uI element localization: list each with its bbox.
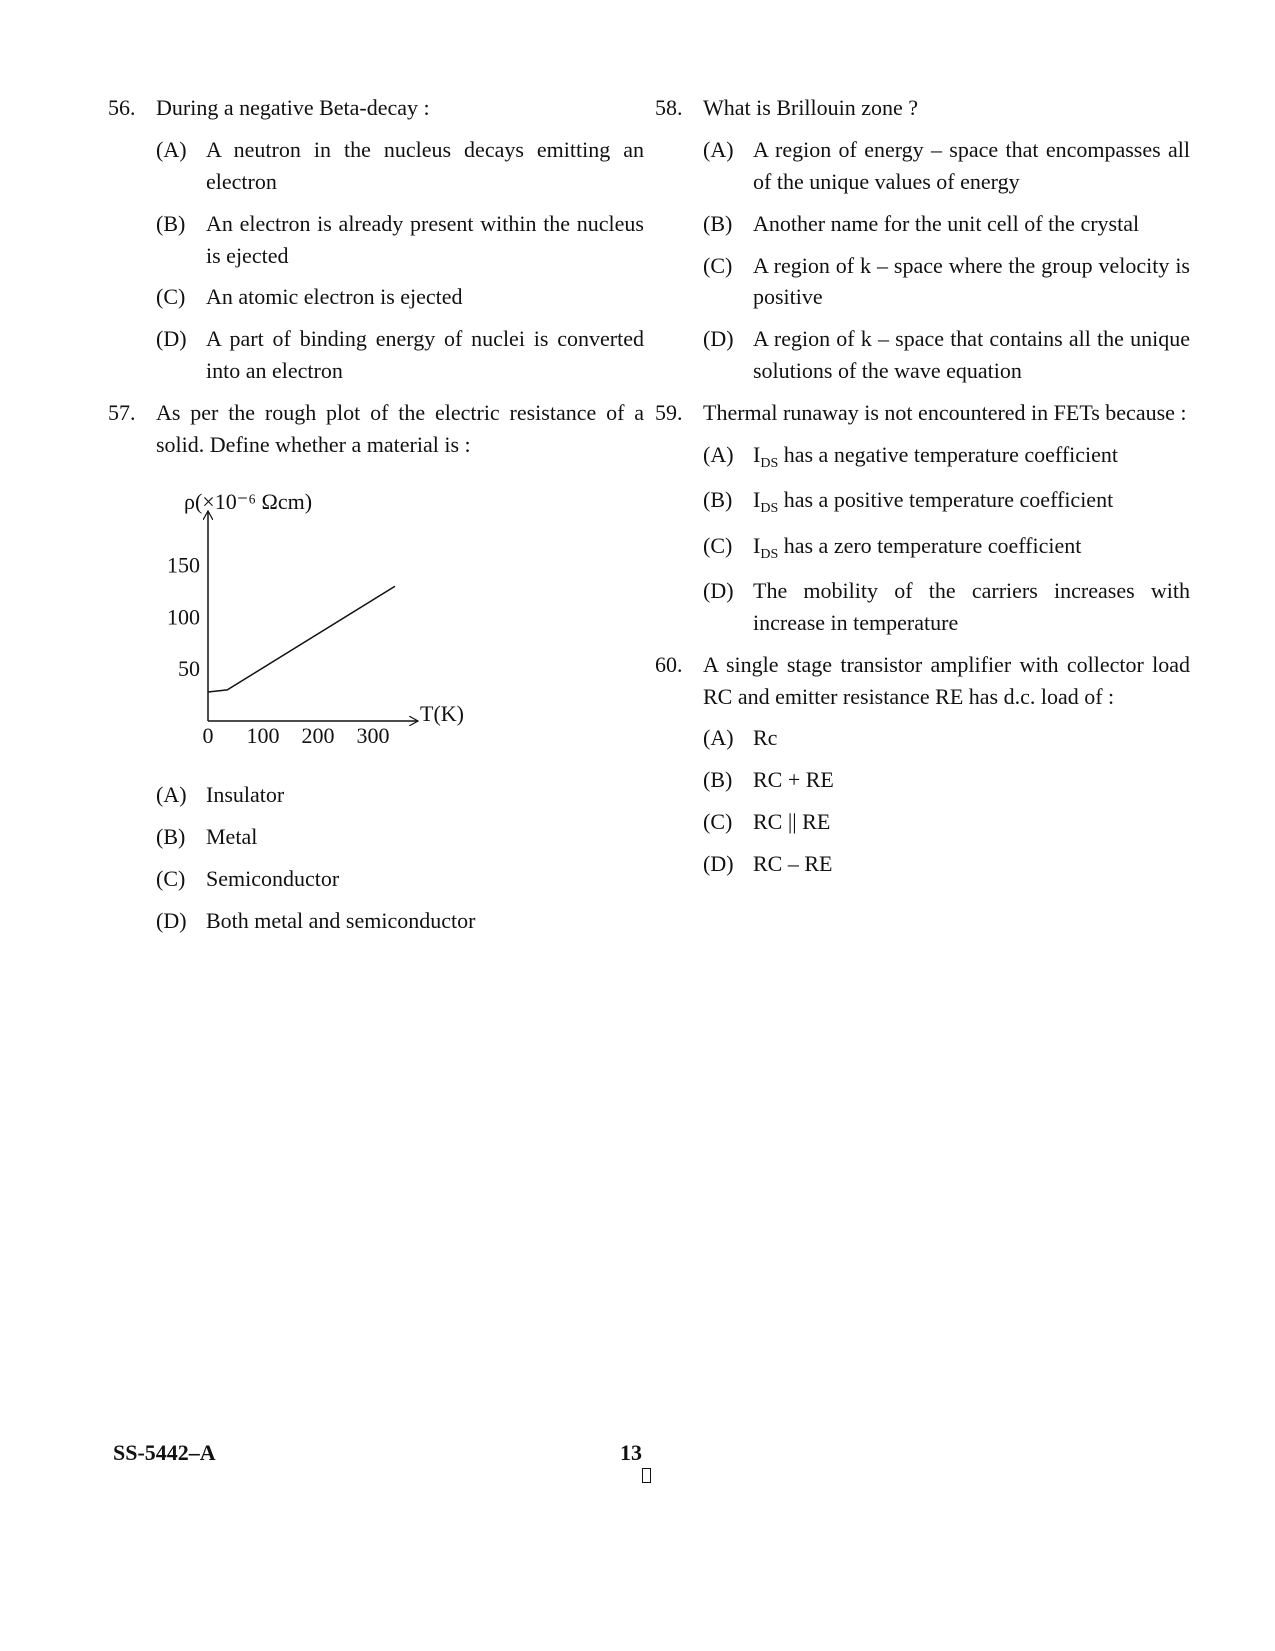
option-label: (A) [703,136,734,162]
option-a[interactable] [156,779,644,811]
option-text [753,530,1190,565]
question-stem [655,397,1190,429]
option-a[interactable] [703,134,1190,198]
resistivity-series-line [208,586,395,692]
option-label: (C) [156,865,186,891]
question-57 [108,397,644,936]
option-c[interactable] [156,281,644,313]
option-label: (C) [703,532,733,558]
option-c[interactable] [703,250,1190,314]
x-axis-label: T(K) [420,700,464,726]
option-b[interactable] [703,484,1190,519]
drain-current-subscript: DS [760,456,779,472]
option-text: Another name for the unit cell of the crystal [753,210,1140,236]
option-text: The mobility of the carriers increases with increase in temperature [753,577,1190,635]
option-b[interactable] [703,764,1190,796]
option-text: Rc [753,725,778,751]
option-label: (C) [703,809,733,835]
question-text: Thermal runaway is not encountered in FETs because : [703,400,1187,426]
option-label: (D) [703,851,734,877]
x-tick-label: 0 [202,722,214,748]
option-text-rest: has a negative temperature coefficient [778,442,1119,468]
y-axis-label: ρ(×10⁻⁶ Ωcm) [184,488,313,514]
resistance-temperature-plot [156,469,556,769]
drain-current-symbol: I [753,442,761,468]
option-text: A region of k – space where the group velocity is positive [753,252,1190,310]
option-label: (D) [156,326,187,352]
option-a[interactable] [703,722,1190,754]
option-text: RC + RE [753,767,834,793]
x-tick-label: 300 [356,722,390,748]
option-a[interactable] [156,134,644,198]
drain-current-subscript: DS [760,501,779,517]
drain-current-symbol: I [753,532,761,558]
option-text: A region of k – space that contains all the unique solutions of the wave equation [753,326,1190,384]
question-text: What is Brillouin zone ? [703,95,919,120]
option-label: (C) [156,284,186,310]
footer-paper-code: SS-5442–A [113,1440,216,1465]
question-number: 56. [108,95,136,120]
option-d[interactable] [156,905,644,937]
option-label: (B) [156,823,186,849]
option-label: (B) [703,210,733,236]
option-b[interactable] [703,208,1190,240]
left-column [108,92,644,946]
option-a[interactable] [703,439,1190,474]
drain-current-subscript: DS [760,546,779,562]
question-stem [108,92,644,124]
option-text: A region of energy – space that encompasses all of the unique values of energy [753,136,1190,194]
option-c[interactable] [703,806,1190,838]
option-text: A part of binding energy of nuclei is converted into an electron [206,326,644,384]
y-tick-label: 100 [167,604,200,630]
question-number: 59. [655,400,683,426]
x-tick-label: 200 [301,722,335,748]
option-text: Semiconductor [206,865,340,891]
question-number: 60. [655,651,683,677]
option-label: (A) [703,725,734,751]
question-text: As per the rough plot of the electric resistance of a solid. Define whether a material is : [156,400,644,458]
option-text: Both metal and semiconductor [206,907,476,933]
option-text: Metal [206,823,258,849]
option-text: Insulator [206,781,285,807]
option-text [753,439,1190,474]
question-number: 58. [655,95,683,120]
question-stem [108,397,644,461]
question-text: A single stage transistor amplifier with collector load RC and emitter resistance RE has d.c. load of : [703,651,1190,709]
option-label: (B) [703,767,733,793]
option-label: (D) [703,577,734,603]
question-stem [655,649,1190,713]
option-b[interactable] [156,821,644,853]
question-text: During a negative Beta-decay : [156,95,430,120]
option-b[interactable] [156,208,644,272]
option-label: (D) [156,907,187,933]
right-column [655,92,1190,890]
option-text: RC – RE [753,851,833,877]
y-tick-label: 150 [167,552,200,578]
option-d[interactable] [703,575,1190,639]
option-label: (A) [703,442,734,468]
option-c[interactable] [703,530,1190,565]
question-60 [655,649,1190,880]
drain-current-symbol: I [753,487,761,513]
option-label: (B) [703,487,733,513]
option-text: An electron is already present within the nucleus is ejected [206,210,644,268]
option-c[interactable] [156,863,644,895]
question-number: 57. [108,400,136,426]
x-tick-label: 100 [246,722,280,748]
placeholder-box-icon [642,1468,651,1483]
question-58 [655,92,1190,387]
option-text: An atomic electron is ejected [206,284,463,310]
option-label: (A) [156,136,187,162]
question-stem [655,92,1190,124]
option-text-rest: has a zero temperature coefficient [778,532,1082,558]
option-text [753,484,1190,519]
option-text-rest: has a positive temperature coefficient [778,487,1114,513]
option-label: (C) [703,252,733,278]
option-label: (D) [703,326,734,352]
page-number: 13 [620,1440,642,1465]
y-tick-label: 50 [178,656,200,682]
option-d[interactable] [703,323,1190,387]
option-label: (A) [156,781,187,807]
x-tick-labels [203,723,390,748]
question-59 [655,397,1190,639]
question-56 [108,92,644,387]
option-text: A neutron in the nucleus decays emitting an electron [206,136,644,194]
option-d[interactable] [703,848,1190,880]
option-d[interactable] [156,323,644,387]
option-text: RC || RE [753,809,831,835]
y-tick-labels [167,552,200,681]
option-label: (B) [156,210,186,236]
